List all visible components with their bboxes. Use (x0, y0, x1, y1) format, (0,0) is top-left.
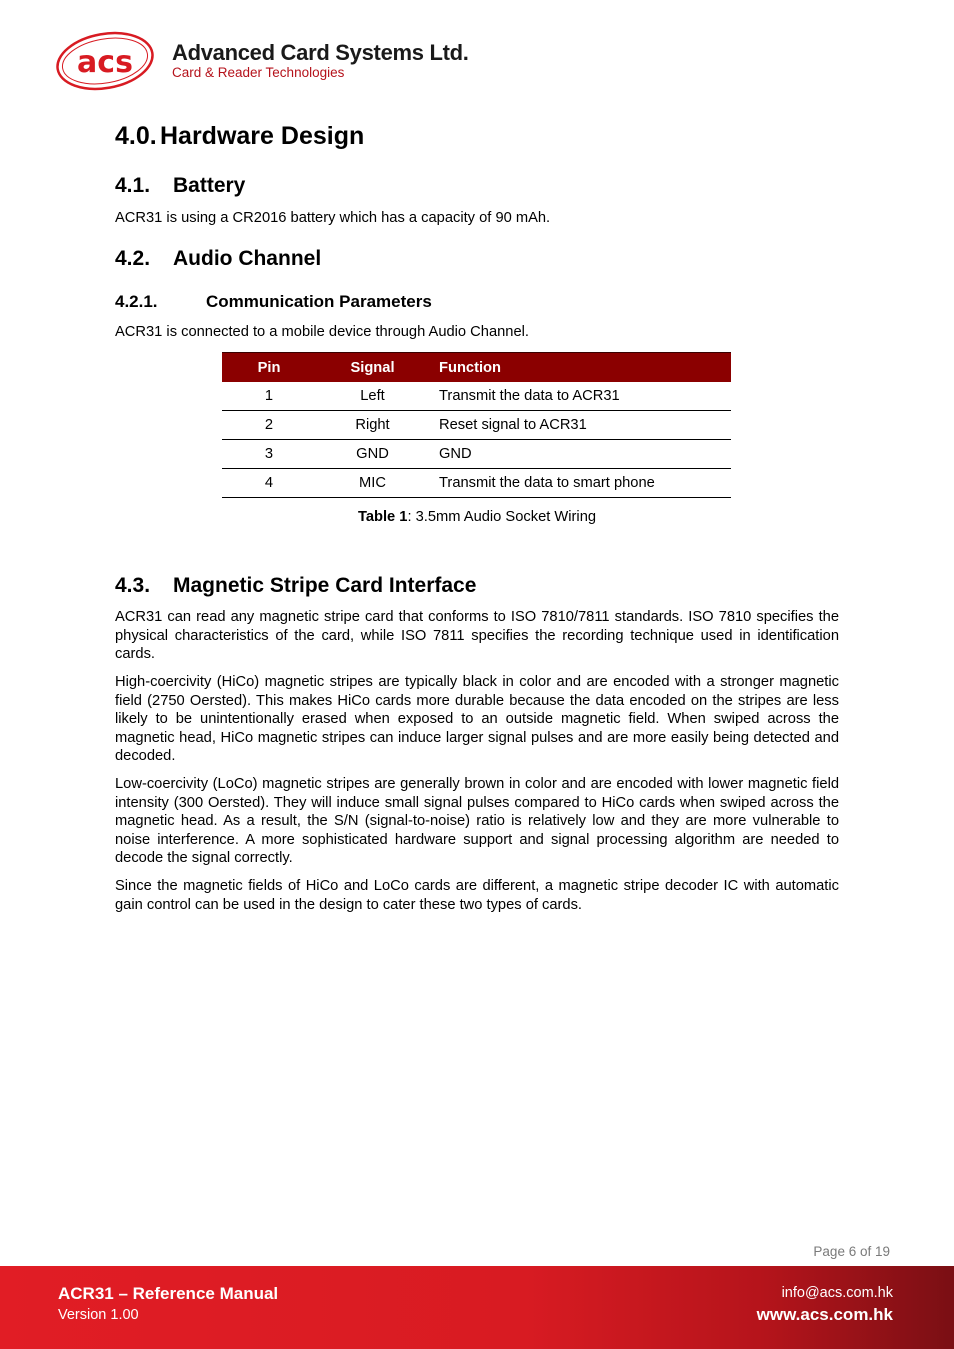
cell-signal: Left (316, 382, 429, 411)
company-name: Advanced Card Systems Ltd. (172, 40, 469, 65)
table-header-row (222, 353, 731, 383)
cell-function: Reset signal to ACR31 (429, 411, 731, 440)
communication-text: ACR31 is connected to a mobile device through Audio Channel. (115, 324, 529, 340)
table-caption: Table 1: 3.5mm Audio Socket Wiring (357, 509, 597, 525)
battery-text: ACR31 is using a CR2016 battery which has a capacity of 90 mAh. (115, 210, 551, 226)
column-header-signal: Signal (316, 353, 429, 383)
audio-socket-table (222, 352, 731, 498)
heading-audio-channel: 4.2. Audio Channel (115, 247, 322, 270)
table-row (222, 411, 731, 440)
logo-text: acs (77, 45, 133, 80)
company-logo (55, 28, 475, 94)
cell-pin: 4 (222, 469, 316, 498)
paragraph: Low-coercivity (LoCo) magnetic stripes are generally brown in color and are encoded with lower magnetic field intensity (300 Oersted). They will induce small signal pulses compared to HiCo cards when swiped across the magnetic head. As a result, the S/N (signal-to-noise) ratio is relatively low and they are more vulnerable to noise interference. A more sophisticated hardware support and signal processing algorithm are needed to decode the signal correctly. (115, 776, 839, 866)
paragraph: Since the magnetic fields of HiCo and LoCo cards are different, a magnetic stripe decoder IC with automatic gain control can be used in the design to cater these two types of cards. (115, 878, 839, 913)
footer-website: www.acs.com.hk (756, 1305, 893, 1324)
column-header-pin: Pin (222, 353, 316, 383)
footer-version: Version 1.00 (58, 1307, 139, 1323)
heading-magnetic-stripe: 4.3. Magnetic Stripe Card Interface (115, 574, 477, 597)
cell-function: Transmit the data to smart phone (429, 469, 731, 498)
cell-function: GND (429, 440, 731, 469)
heading-hardware-design: 4.0. Hardware Design (115, 122, 365, 150)
table-row (222, 469, 731, 498)
page-number: Page 6 of 19 (813, 1244, 890, 1259)
table-row (222, 382, 731, 411)
heading-communication-parameters: 4.2.1. Communication Parameters (115, 292, 432, 311)
cell-pin: 2 (222, 411, 316, 440)
column-header-function: Function (429, 353, 731, 383)
paragraph: ACR31 can read any magnetic stripe card that conforms to ISO 7810/7811 standards. ISO 7810 specifies the physical characteristics of the card, while ISO 7811 specifies the recording technique used in identification cards. (115, 609, 839, 662)
cell-function: Transmit the data to ACR31 (429, 382, 731, 411)
cell-signal: GND (316, 440, 429, 469)
heading-battery: 4.1. Battery (115, 174, 246, 197)
footer-email: info@acs.com.hk (781, 1285, 893, 1301)
footer-title: ACR31 – Reference Manual (58, 1284, 279, 1303)
cell-signal: MIC (316, 469, 429, 498)
page-footer (0, 1266, 954, 1349)
cell-signal: Right (316, 411, 429, 440)
cell-pin: 1 (222, 382, 316, 411)
cell-pin: 3 (222, 440, 316, 469)
table-row (222, 440, 731, 469)
company-tagline: Card & Reader Technologies (172, 65, 345, 80)
acs-logo-icon (55, 28, 159, 94)
paragraph: High-coercivity (HiCo) magnetic stripes are typically black in color and are encoded with a stronger magnetic field (2750 Oersted). This makes HiCo cards more durable because the data encoded on the stripes are less likely to be unintentionally erased when exposed to an outside magnetic field. When swiped across the magnetic head, HiCo magnetic stripes can induce larger signal pulses and are more easily being detected and decoded. (115, 674, 839, 764)
